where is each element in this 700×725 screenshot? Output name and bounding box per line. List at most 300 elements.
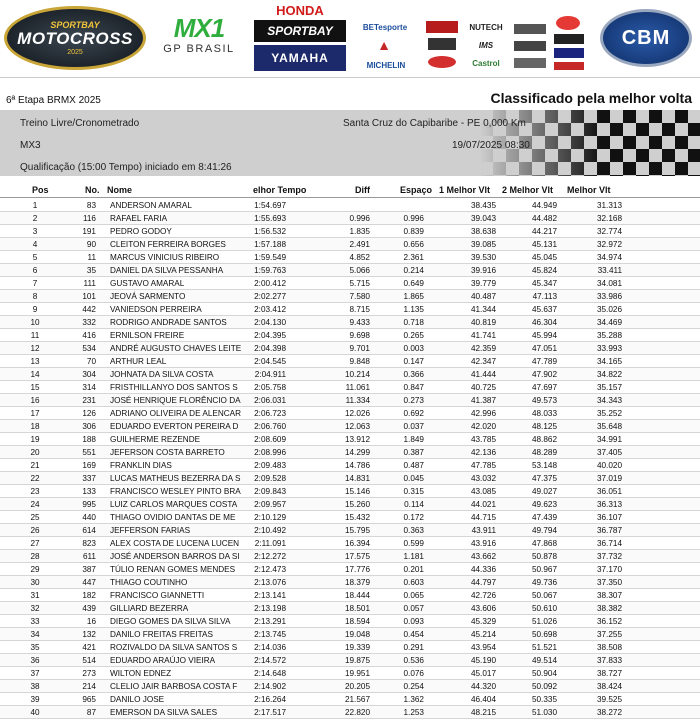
cell-best: 2:10.129 <box>254 513 286 522</box>
cell-pos: 38 <box>30 682 40 691</box>
cell-name: THIAGO OVIDIO DANTAS DE ME <box>110 513 236 522</box>
cell-best: 2:08.609 <box>254 435 286 444</box>
cell-name: FRANCISCO GIANNETTI <box>110 591 205 600</box>
betesporte-logo: BETesporte <box>362 23 408 32</box>
cell-name: CLELIO JAIR BARBOSA COSTA F <box>110 682 238 691</box>
sponsor-logo-c <box>514 58 546 68</box>
table-row <box>0 251 700 264</box>
cell-gap: 1.865 <box>403 292 424 301</box>
cell-l1: 43.911 <box>471 526 496 535</box>
cell-num: 995 <box>82 500 96 509</box>
cell-num: 214 <box>82 682 96 691</box>
sponsor-logo-g <box>554 62 584 70</box>
cell-num: 534 <box>82 344 96 353</box>
cell-pos: 3 <box>32 227 38 236</box>
cell-num: 440 <box>82 513 96 522</box>
cell-pos: 18 <box>30 422 40 431</box>
cell-num: 442 <box>82 305 96 314</box>
cell-best: 2:08.996 <box>254 448 286 457</box>
table-row <box>0 225 700 238</box>
cell-diff: 15.432 <box>344 513 370 522</box>
cell-pos: 26 <box>30 526 40 535</box>
cell-l3: 38.727 <box>596 669 622 678</box>
cell-num: 823 <box>82 539 96 548</box>
cell-gap: 0.649 <box>403 279 424 288</box>
cell-num: 231 <box>82 396 96 405</box>
cell-gap: 0.045 <box>403 474 424 483</box>
cell-gap: 0.996 <box>403 214 424 223</box>
cell-l3: 37.732 <box>596 552 622 561</box>
cell-l3: 33.993 <box>596 344 622 353</box>
cell-gap: 1.135 <box>403 305 424 314</box>
cell-l3: 34.974 <box>596 253 622 262</box>
cell-num: 416 <box>82 331 96 340</box>
cell-gap: 1.362 <box>403 695 424 704</box>
cell-best: 2:14.572 <box>254 656 286 665</box>
cell-l1: 44.715 <box>470 513 496 522</box>
table-row <box>0 498 700 511</box>
cell-pos: 11 <box>30 331 40 340</box>
cell-best: 2:13.291 <box>254 617 286 626</box>
sportbay-logo: SPORTBAY <box>254 20 346 42</box>
cell-gap: 0.387 <box>403 448 424 457</box>
cell-num: 188 <box>82 435 96 444</box>
cell-l2: 50.904 <box>531 669 557 678</box>
cell-l1: 40.487 <box>470 292 496 301</box>
cell-l3: 34.165 <box>596 357 622 366</box>
cell-name: ANDERSON AMARAL <box>110 201 192 210</box>
cell-pos: 36 <box>30 656 40 665</box>
cell-gap: 0.076 <box>403 669 424 678</box>
cell-diff: 19.951 <box>344 669 370 678</box>
cell-best: 2:09.483 <box>254 461 286 470</box>
cell-gap: 0.718 <box>403 318 424 327</box>
cell-diff: 18.379 <box>344 578 370 587</box>
cell-num: 111 <box>83 279 96 288</box>
table-row <box>0 641 700 654</box>
cell-l1: 40.725 <box>470 383 496 392</box>
table-row <box>0 381 700 394</box>
logo-top-text: SPORTBAY <box>50 19 100 30</box>
cell-l1: 45.214 <box>470 630 496 639</box>
table-row <box>0 316 700 329</box>
cell-name: RODRIGO ANDRADE SANTOS <box>110 318 227 327</box>
cell-diff: 20.205 <box>344 682 370 691</box>
table-row <box>0 537 700 550</box>
cell-l2: 51.030 <box>531 708 557 717</box>
cell-l1: 42.020 <box>470 422 496 431</box>
cell-name: JOSÉ ANDERSON BARROS DA SI <box>110 552 240 561</box>
cell-best: 2:14.648 <box>254 669 286 678</box>
cell-diff: 9.433 <box>349 318 370 327</box>
sponsor-banner <box>0 0 700 78</box>
cell-gap: 0.603 <box>403 578 424 587</box>
cell-l1: 42.359 <box>470 344 496 353</box>
session-date: 19/07/2025 08:30 <box>452 140 530 151</box>
cell-name: DANILO JOSE <box>110 695 165 704</box>
cell-l3: 32.168 <box>596 214 622 223</box>
cell-diff: 9.848 <box>349 357 370 366</box>
cell-l3: 37.405 <box>596 448 622 457</box>
cell-num: 90 <box>86 240 96 249</box>
cell-l2: 49.736 <box>531 578 557 587</box>
cell-l1: 44.336 <box>470 565 496 574</box>
cell-pos: 13 <box>30 357 40 366</box>
cell-best: 1:54.697 <box>254 201 286 210</box>
cell-pos: 35 <box>30 643 40 652</box>
cell-pos: 5 <box>32 253 38 262</box>
cell-best: 2:09.957 <box>254 500 286 509</box>
cell-l2: 44.482 <box>531 214 557 223</box>
cell-diff: 9.698 <box>349 331 370 340</box>
cell-l1: 38.638 <box>470 227 496 236</box>
cell-num: 304 <box>82 370 96 379</box>
sponsor-logo-e <box>554 34 584 44</box>
cell-l3: 38.307 <box>596 591 622 600</box>
cell-best: 2:11.091 <box>254 539 286 548</box>
cell-pos: 6 <box>32 266 38 275</box>
cell-gap: 0.363 <box>403 526 424 535</box>
table-row <box>0 628 700 641</box>
cell-diff: 13.912 <box>344 435 370 444</box>
cell-l1: 42.136 <box>470 448 496 457</box>
cell-diff: 17.575 <box>344 552 370 561</box>
cell-pos: 25 <box>30 513 40 522</box>
cell-l2: 47.868 <box>531 539 557 548</box>
cell-l1: 39.779 <box>470 279 496 288</box>
category-text: MX3 <box>20 140 41 151</box>
motocross-logo <box>4 6 146 70</box>
cell-l2: 49.623 <box>531 500 557 509</box>
cell-l2: 44.949 <box>531 201 557 210</box>
cell-name: PEDRO GODOY <box>110 227 172 236</box>
cell-diff: 11.061 <box>345 383 370 392</box>
cell-diff: 14.299 <box>344 448 370 457</box>
cell-l2: 51.026 <box>531 617 557 626</box>
cell-l3: 38.382 <box>596 604 622 613</box>
cell-l3: 35.288 <box>596 331 622 340</box>
cell-l3: 37.255 <box>596 630 622 639</box>
cell-gap: 0.003 <box>403 344 424 353</box>
cell-pos: 32 <box>30 604 40 613</box>
cell-diff: 7.580 <box>349 292 370 301</box>
cell-l1: 43.954 <box>470 643 496 652</box>
cell-pos: 24 <box>30 500 40 509</box>
cell-l2: 49.573 <box>531 396 557 405</box>
cell-num: 132 <box>82 630 96 639</box>
cell-diff: 2.491 <box>349 240 370 249</box>
cell-name: WILTON EDNEZ <box>110 669 172 678</box>
cell-diff: 17.776 <box>344 565 370 574</box>
cell-pos: 30 <box>30 578 40 587</box>
cell-best: 1:59.763 <box>254 266 286 275</box>
cell-l2: 45.131 <box>531 240 557 249</box>
cell-name: FRANCISCO WESLEY PINTO BRA <box>110 487 241 496</box>
cell-diff: 9.701 <box>349 344 370 353</box>
cell-best: 1:59.549 <box>254 253 286 262</box>
cell-gap: 0.487 <box>403 461 424 470</box>
cell-name: TÚLIO RENAN GOMES MENDES <box>110 565 236 574</box>
cell-diff: 16.394 <box>344 539 370 548</box>
cell-diff: 8.715 <box>349 305 370 314</box>
table-row <box>0 589 700 602</box>
cell-gap: 0.315 <box>403 487 424 496</box>
cell-l1: 43.606 <box>470 604 496 613</box>
cell-l2: 50.335 <box>531 695 557 704</box>
cell-l1: 42.347 <box>470 357 496 366</box>
cell-l3: 35.648 <box>596 422 622 431</box>
cell-num: 332 <box>82 318 96 327</box>
cell-pos: 34 <box>30 630 40 639</box>
cell-gap: 0.037 <box>403 422 424 431</box>
cell-pos: 31 <box>30 591 40 600</box>
cell-l1: 41.344 <box>470 305 496 314</box>
event-title: 6ª Etapa BRMX 2025 <box>6 95 101 106</box>
red-sponsor-logo <box>426 21 458 33</box>
cell-name: EDUARDO ARAÚJO VIEIRA <box>110 656 216 665</box>
cell-name: JEOVÁ SARMENTO <box>110 292 186 301</box>
cell-name: JOSÉ HENRIQUE FLORÊNCIO DA <box>110 396 241 405</box>
table-row <box>0 394 700 407</box>
oval-sponsor-logo <box>428 56 456 68</box>
cell-l1: 40.819 <box>470 318 496 327</box>
cell-l2: 50.092 <box>531 682 557 691</box>
cell-gap: 0.847 <box>403 383 424 392</box>
cell-best: 2:09.843 <box>254 487 286 496</box>
cell-num: 133 <box>82 487 96 496</box>
cell-pos: 12 <box>30 344 40 353</box>
sponsor-logo-d <box>556 16 580 30</box>
results-table-header <box>0 184 700 198</box>
cell-diff: 5.066 <box>349 266 370 275</box>
col-name: Nome <box>107 185 133 195</box>
cell-l3: 35.157 <box>596 383 622 392</box>
table-row <box>0 277 700 290</box>
cell-diff: 12.026 <box>344 409 370 418</box>
col-lap-2: 2 Melhor Vlt <box>502 185 554 195</box>
cell-num: 126 <box>82 409 96 418</box>
cell-best: 2:05.758 <box>254 383 286 392</box>
cell-best: 2:06.031 <box>254 396 286 405</box>
cell-l1: 46.404 <box>470 695 496 704</box>
cell-l1: 48.215 <box>470 708 496 717</box>
cell-l2: 45.994 <box>531 331 557 340</box>
cell-name: DANIEL DA SILVA PESSANHA <box>110 266 224 275</box>
cell-l3: 35.026 <box>596 305 622 314</box>
cell-diff: 11.334 <box>345 396 370 405</box>
cell-l1: 44.797 <box>470 578 496 587</box>
cell-best: 2:06.760 <box>254 422 286 431</box>
cell-l1: 44.320 <box>470 682 496 691</box>
table-row <box>0 524 700 537</box>
cell-best: 2:02.277 <box>254 292 286 301</box>
cell-pos: 7 <box>32 279 38 288</box>
cell-gap: 0.273 <box>403 396 424 405</box>
cell-diff: 22.820 <box>344 708 370 717</box>
cell-diff: 1.835 <box>349 227 370 236</box>
cell-num: 11 <box>87 253 96 262</box>
michelin-logo: MICHELIN <box>366 61 406 70</box>
table-row <box>0 407 700 420</box>
cell-pos: 29 <box>30 565 40 574</box>
cell-diff: 21.567 <box>344 695 370 704</box>
table-row <box>0 563 700 576</box>
cell-gap: 0.065 <box>403 591 424 600</box>
table-row <box>0 693 700 706</box>
cell-name: DIEGO GOMES DA SILVA SILVA <box>110 617 231 626</box>
cell-l3: 32.972 <box>596 240 622 249</box>
cell-best: 2:17.517 <box>254 708 286 717</box>
cell-l3: 37.019 <box>596 474 622 483</box>
cell-gap: 1.181 <box>403 552 424 561</box>
table-row <box>0 446 700 459</box>
cell-gap: 0.656 <box>403 240 424 249</box>
table-row <box>0 290 700 303</box>
cell-l2: 45.637 <box>531 305 557 314</box>
cell-gap: 0.599 <box>403 539 424 548</box>
yamaha-logo: YAMAHA <box>254 45 346 71</box>
cell-pos: 19 <box>30 435 40 444</box>
session-info-panel <box>0 110 700 176</box>
cell-gap: 0.254 <box>403 682 424 691</box>
cell-best: 2:10.492 <box>254 526 286 535</box>
cell-pos: 10 <box>30 318 40 327</box>
table-row <box>0 238 700 251</box>
cell-l3: 35.252 <box>596 409 622 418</box>
cell-num: 421 <box>82 643 96 652</box>
cell-num: 965 <box>82 695 96 704</box>
table-row <box>0 212 700 225</box>
table-row <box>0 511 700 524</box>
cell-name: ALEX COSTA DE LUCENA LUCEN <box>110 539 240 548</box>
cell-best: 2:04.911 <box>254 370 286 379</box>
cell-num: 87 <box>86 708 96 717</box>
cell-l1: 43.662 <box>470 552 496 561</box>
cell-l3: 36.051 <box>596 487 622 496</box>
table-row <box>0 550 700 563</box>
cell-gap: 0.201 <box>403 565 424 574</box>
cell-num: 314 <box>82 383 96 392</box>
cell-l2: 47.113 <box>532 292 557 301</box>
cell-gap: 1.849 <box>403 435 424 444</box>
table-row <box>0 433 700 446</box>
cell-l1: 39.916 <box>470 266 496 275</box>
cell-name: DANILO FREITAS FREITAS <box>110 630 213 639</box>
cell-name: EMERSON DA SILVA SALES <box>110 708 218 717</box>
cell-l2: 49.794 <box>531 526 557 535</box>
cell-name: GUSTAVO AMARAL <box>110 279 185 288</box>
cell-pos: 1 <box>32 201 38 210</box>
cell-name: JOHNATA DA SILVA COSTA <box>110 370 214 379</box>
cell-best: 2:12.473 <box>254 565 286 574</box>
cell-pos: 28 <box>30 552 40 561</box>
cell-pos: 33 <box>30 617 40 626</box>
cell-pos: 9 <box>32 305 38 314</box>
cell-l1: 43.785 <box>470 435 496 444</box>
cell-gap: 0.114 <box>404 500 424 509</box>
cell-l3: 32.774 <box>596 227 622 236</box>
cell-best: 1:57.188 <box>254 240 286 249</box>
cell-l1: 43.032 <box>470 474 496 483</box>
cell-num: 387 <box>82 565 96 574</box>
castrol-logo: Castrol <box>472 59 500 68</box>
cell-best: 2:14.036 <box>254 643 286 652</box>
honda-logo: HONDA <box>276 3 324 18</box>
cell-name: EDUARDO EVERTON PEREIRA D <box>110 422 239 431</box>
cell-best: 2:13.745 <box>254 630 286 639</box>
cell-pos: 22 <box>30 474 40 483</box>
cell-pos: 4 <box>32 240 38 249</box>
cell-l1: 38.435 <box>470 201 496 210</box>
cell-l3: 38.272 <box>596 708 622 717</box>
table-row <box>0 342 700 355</box>
cell-name: GUILHERME REZENDE <box>110 435 201 444</box>
cell-diff: 19.875 <box>344 656 370 665</box>
cell-diff: 19.048 <box>344 630 370 639</box>
table-row <box>0 199 700 212</box>
cell-gap: 0.057 <box>403 604 424 613</box>
cell-l2: 46.304 <box>531 318 557 327</box>
cell-gap: 0.536 <box>403 656 424 665</box>
cell-num: 16 <box>86 617 96 626</box>
cell-l1: 45.329 <box>470 617 496 626</box>
cell-l3: 34.469 <box>596 318 622 327</box>
cell-l2: 49.027 <box>531 487 557 496</box>
cell-l2: 51.521 <box>531 643 557 652</box>
cell-gap: 0.839 <box>403 227 424 236</box>
table-row <box>0 602 700 615</box>
cell-l1: 42.726 <box>470 591 496 600</box>
cell-l3: 37.170 <box>596 565 622 574</box>
cell-l2: 45.045 <box>531 253 557 262</box>
cell-pos: 23 <box>30 487 40 496</box>
cell-l1: 41.741 <box>470 331 496 340</box>
cell-pos: 17 <box>30 409 40 418</box>
cell-l3: 39.525 <box>596 695 622 704</box>
cell-gap: 0.692 <box>403 409 424 418</box>
table-row <box>0 355 700 368</box>
cell-l3: 31.313 <box>596 201 622 210</box>
cell-pos: 8 <box>32 292 38 301</box>
cell-l1: 42.996 <box>470 409 496 418</box>
cell-best: 2:12.272 <box>254 552 286 561</box>
cell-num: 514 <box>82 656 96 665</box>
triangle-logo-icon: ▲ <box>377 37 391 53</box>
cell-diff: 15.795 <box>344 526 370 535</box>
table-row <box>0 329 700 342</box>
results-table-body <box>0 199 700 719</box>
col-lap-3: Melhor Vlt <box>567 185 611 195</box>
logo-main-text: MOTOCROSS <box>17 28 133 48</box>
dark-sponsor-logo <box>428 38 456 50</box>
cell-num: 551 <box>82 448 96 457</box>
table-row <box>0 368 700 381</box>
cell-l1: 43.085 <box>470 487 496 496</box>
cell-l2: 50.067 <box>531 591 557 600</box>
cell-num: 35 <box>86 266 96 275</box>
cell-best: 2:06.723 <box>254 409 286 418</box>
cell-best: 2:13.076 <box>254 578 286 587</box>
cell-diff: 4.852 <box>349 253 370 262</box>
table-row <box>0 420 700 433</box>
cell-l2: 48.125 <box>531 422 557 431</box>
cell-best: 2:13.141 <box>254 591 286 600</box>
cell-l1: 39.085 <box>470 240 496 249</box>
cell-gap: 0.147 <box>403 357 424 366</box>
cell-gap: 2.361 <box>403 253 424 262</box>
cell-l1: 39.530 <box>470 253 496 262</box>
cell-l1: 47.785 <box>470 461 496 470</box>
